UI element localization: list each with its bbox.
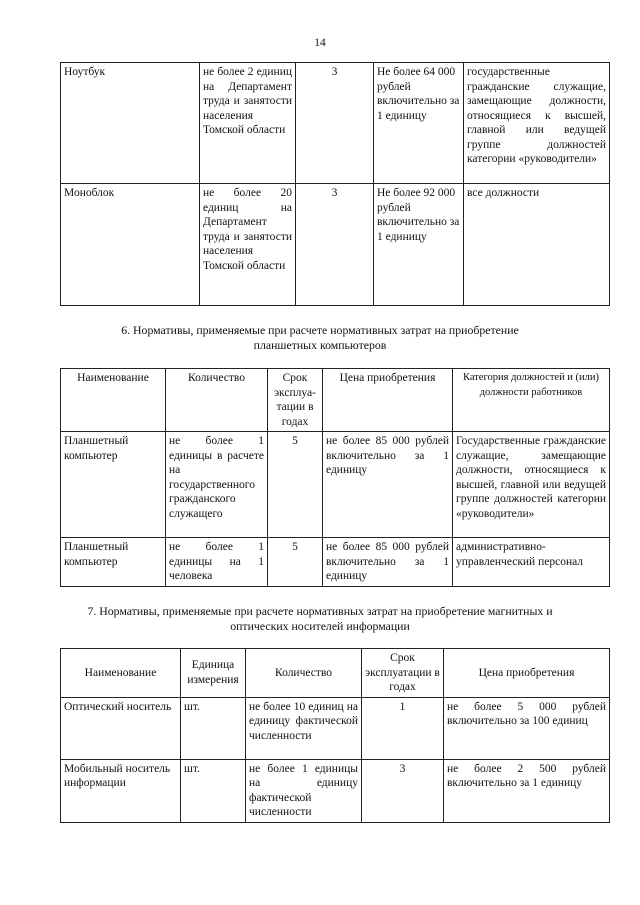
cell-name: Планшетный компьютер bbox=[61, 538, 166, 587]
cell-term: 5 bbox=[268, 432, 323, 538]
table-row bbox=[61, 759, 610, 822]
cell-price: не более 85 000 рублей включительно за 1 единицу bbox=[323, 538, 453, 587]
cell-price: не более 2 500 рублей включительно за 1 единицу bbox=[444, 759, 610, 822]
cell-qty: не более 2 единиц на Департамент труда и занятости населения Томской области bbox=[200, 63, 296, 184]
table-row bbox=[61, 697, 610, 759]
cell-price: не более 85 000 рублей включительно за 1 единицу bbox=[323, 432, 453, 538]
table-row bbox=[61, 432, 610, 538]
header-name: Наименование bbox=[61, 369, 166, 432]
cell-term: 1 bbox=[362, 697, 444, 759]
cell-name: Оптический носитель bbox=[61, 697, 181, 759]
section-6-title-line2: планшетных компьютеров bbox=[253, 338, 387, 352]
header-name: Наименование bbox=[61, 649, 181, 698]
cell-name: Моноблок bbox=[61, 184, 200, 306]
cell-term: 3 bbox=[362, 759, 444, 822]
cell-category: все должности bbox=[464, 184, 610, 306]
cell-term: 5 bbox=[268, 538, 323, 587]
cell-category: Государственные гражданские служащие, замещающие должности, относящиеся к высшей, главной или ведущей группе должностей категории «руководители» bbox=[453, 432, 610, 538]
header-qty: Количество bbox=[166, 369, 268, 432]
table-row bbox=[61, 184, 610, 306]
table-tablets bbox=[60, 368, 610, 587]
cell-name: Мобильный носитель информации bbox=[61, 759, 181, 822]
cell-term: 3 bbox=[296, 63, 374, 184]
section-6-title-line1: 6. Нормативы, применяемые при расчете нормативных затрат на приобретение bbox=[121, 323, 519, 337]
cell-price: не более 5 000 рублей включительно за 100 единиц bbox=[444, 697, 610, 759]
cell-name: Ноутбук bbox=[61, 63, 200, 184]
cell-category: государственные гражданские служащие, замещающие должности, относящиеся к высшей, главной или ведущей группе должностей категории «руководители» bbox=[464, 63, 610, 184]
cell-qty: не более 1 единицы в расчете на государственного гражданского служащего bbox=[166, 432, 268, 538]
header-price: Цена приобретения bbox=[444, 649, 610, 698]
cell-qty: не более 1 единицы на 1 человека bbox=[166, 538, 268, 587]
header-term: Срок эксплуатации в годах bbox=[362, 649, 444, 698]
table-header-row bbox=[61, 369, 610, 432]
page-number: 14 bbox=[314, 37, 326, 49]
table-row bbox=[61, 63, 610, 184]
table-row bbox=[61, 538, 610, 587]
header-unit: Единица измерения bbox=[181, 649, 246, 698]
cell-unit: шт. bbox=[181, 759, 246, 822]
cell-qty: не более 20 единиц на Департамент труда и занятости населения Томской области bbox=[200, 184, 296, 306]
header-category: Категория должностей и (или) должности работников bbox=[453, 369, 610, 432]
header-price: Цена приобретения bbox=[323, 369, 453, 432]
cell-unit: шт. bbox=[181, 697, 246, 759]
section-7-title bbox=[40, 604, 600, 634]
section-7-title-line2: оптических носителей информации bbox=[230, 619, 410, 633]
cell-name: Планшетный компьютер bbox=[61, 432, 166, 538]
header-term: Срок эксплуа-тации в годах bbox=[268, 369, 323, 432]
cell-qty: не более 10 единиц на единицу фактической численности bbox=[246, 697, 362, 759]
cell-term: 3 bbox=[296, 184, 374, 306]
section-7-title-line1: 7. Нормативы, применяемые при расчете нормативных затрат на приобретение магнитных и bbox=[87, 604, 553, 618]
cell-qty: не более 1 единицы на единицу фактической численности bbox=[246, 759, 362, 822]
table-header-row bbox=[61, 649, 610, 698]
header-qty: Количество bbox=[246, 649, 362, 698]
table-computers bbox=[60, 62, 610, 306]
section-6-title bbox=[60, 323, 580, 353]
cell-price: Не более 92 000 рублей включительно за 1 единицу bbox=[374, 184, 464, 306]
cell-category: административно-управленческий персонал bbox=[453, 538, 610, 587]
table-media bbox=[60, 648, 610, 823]
cell-price: Не более 64 000 рублей включительно за 1 единицу bbox=[374, 63, 464, 184]
